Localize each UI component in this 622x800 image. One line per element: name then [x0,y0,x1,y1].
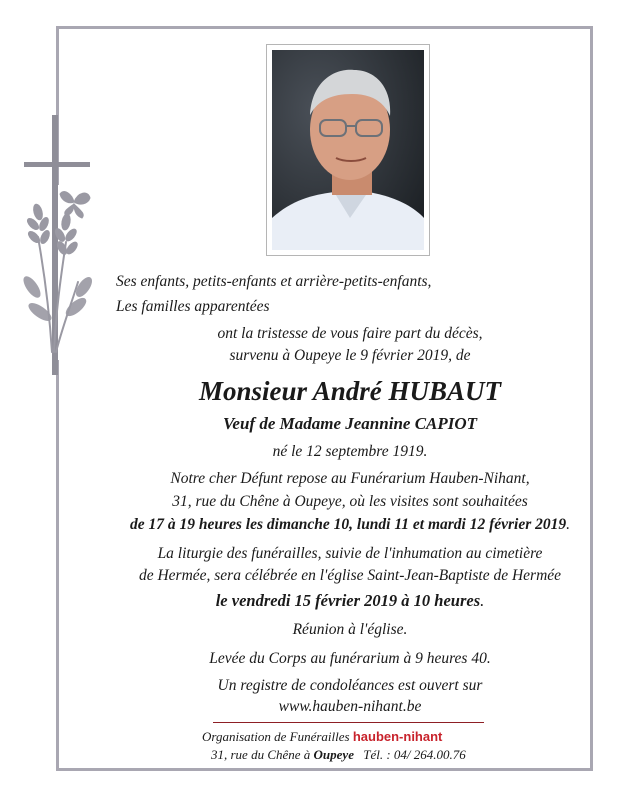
address-prefix: 31, rue du Chêne à [211,747,311,762]
portrait-frame [266,44,430,256]
funeral-date-bold: le vendredi 15 février 2019 à 10 heures [215,591,481,610]
portrait-photo [272,50,424,250]
funeral-date-end: . [480,591,485,610]
visitation-hours-bold: de 17 à 19 heures les dimanche 10, lundi 11 et mardi 12 février 2019 [129,516,567,533]
widow-of: Veuf de Madame Jeannine CAPIOT [222,414,478,433]
address-town: Oupeye [313,747,354,762]
organizer-brand-logo: hauben-nihant [352,729,443,744]
meeting-place: Réunion à l'église. [292,621,408,638]
visitation-hours [100,516,600,534]
birth-date: né le 12 septembre 1919. [272,443,428,460]
intro-line-sadness: ont la tristesse de vous faire part du décès, [217,325,483,342]
intro-line-children: Ses enfants, petits-enfants et arrière-petits-enfants, [116,273,432,290]
funeral-line-2: de Hermée, sera célébrée en l'église Saint-Jean-Baptiste de Hermée [138,567,562,584]
visitation-line-2: 31, rue du Chêne à Oupeye, où les visites sont souhaitées [172,493,528,510]
deceased-name: Monsieur André HUBAUT [198,376,502,406]
visitation-line-1: Notre cher Défunt repose au Funérarium Hauben-Nihant, [170,470,530,487]
divider [213,722,484,723]
funeral-date [100,592,600,610]
removal-time: Levée du Corps au funérarium à 9 heures 40. [209,650,491,667]
condolences-website[interactable]: www.hauben-nihant.be [278,698,422,715]
condolences-line: Un registre de condoléances est ouvert sur [217,677,483,694]
organizer-phone: Tél. : 04/ 264.00.76 [363,747,466,762]
intro-line-death-date: survenu à Oupeye le 9 février 2019, de [229,347,471,364]
wheat-butterfly-icon [16,182,108,362]
visitation-hours-end: . [566,516,571,533]
organizer-line [202,729,442,745]
organizer-address [211,747,466,763]
funeral-line-1: La liturgie des funérailles, suivie de l'inhumation au cimetière [157,545,543,562]
organizer-label: Organisation de Funérailles [202,729,350,744]
cross-icon-horizontal [24,162,90,167]
intro-line-families: Les familles apparentées [116,298,270,315]
